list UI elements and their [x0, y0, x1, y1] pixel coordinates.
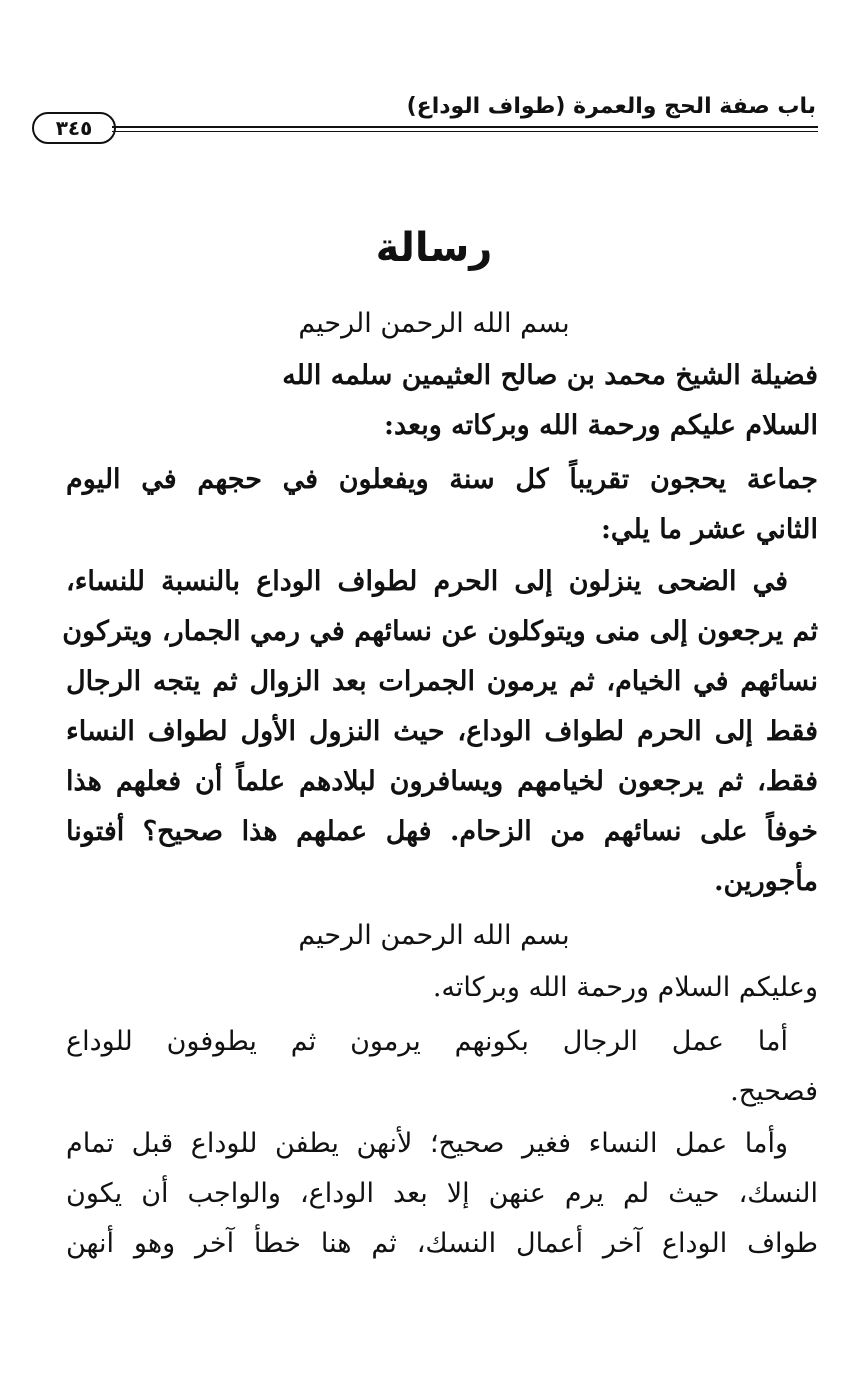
question-line: خوفاً على نسائهم من الزحام. فهل عملهم هذا صحيح؟ أفتونا: [66, 816, 818, 847]
answer-basmala: بسم الله الرحمن الرحيم: [298, 920, 570, 951]
answer-greeting: وعليكم السلام ورحمة الله وبركاته.: [432, 972, 818, 1003]
question-line: فقط إلى الحرم لطواف الوداع، حيث النزول الأول لطواف النساء: [66, 716, 818, 747]
answer-line: طواف الوداع آخر أعمال النسك، ثم هنا خطأ آخر وهو أنهن: [66, 1228, 819, 1259]
question-line: في الضحى ينزلون إلى الحرم لطواف الوداع بالنسبة للنساء،: [66, 566, 788, 597]
answer-line: وأما عمل النساء فغير صحيح؛ لأنهن يطفن للوداع قبل تمام: [66, 1128, 788, 1159]
page-number: ٣٤٥: [32, 112, 116, 144]
question-line: الثاني عشر ما يلي:: [600, 514, 818, 545]
question-greeting: السلام عليكم ورحمة الله وبركاته وبعد:: [384, 410, 818, 441]
question-line: مأجورين.: [714, 866, 818, 897]
question-basmala: بسم الله الرحمن الرحيم: [298, 308, 570, 339]
question-line: جماعة يحجون تقريباً كل سنة ويفعلون في حجهم في اليوم: [66, 464, 818, 495]
question-line: ثم يرجعون إلى منى ويتوكلون عن نسائهم في رمي الجمار، ويتركون: [62, 616, 818, 647]
answer-line: أما عمل الرجال بكونهم يرمون ثم يطوفون للوداع: [66, 1026, 788, 1057]
document-title: رسالة: [375, 225, 493, 271]
question-line: نسائهم في الخيام، ثم يرمون الجمرات بعد الزوال ثم يتجه الرجال: [66, 666, 818, 697]
answer-line: فصحيح.: [730, 1076, 818, 1107]
running-header-title: باب صفة الحج والعمرة (طواف الوداع): [406, 94, 816, 119]
question-address: فضيلة الشيخ محمد بن صالح العثيمين سلمه الله: [282, 360, 818, 391]
header-rule: [112, 126, 818, 132]
answer-line: النسك، حيث لم يرم عنهن إلا بعد الوداع، والواجب أن يكون: [66, 1178, 818, 1209]
question-line: فقط، ثم يرجعون لخيامهم ويسافرون لبلادهم علماً أن فعلهم هذا: [66, 766, 818, 797]
